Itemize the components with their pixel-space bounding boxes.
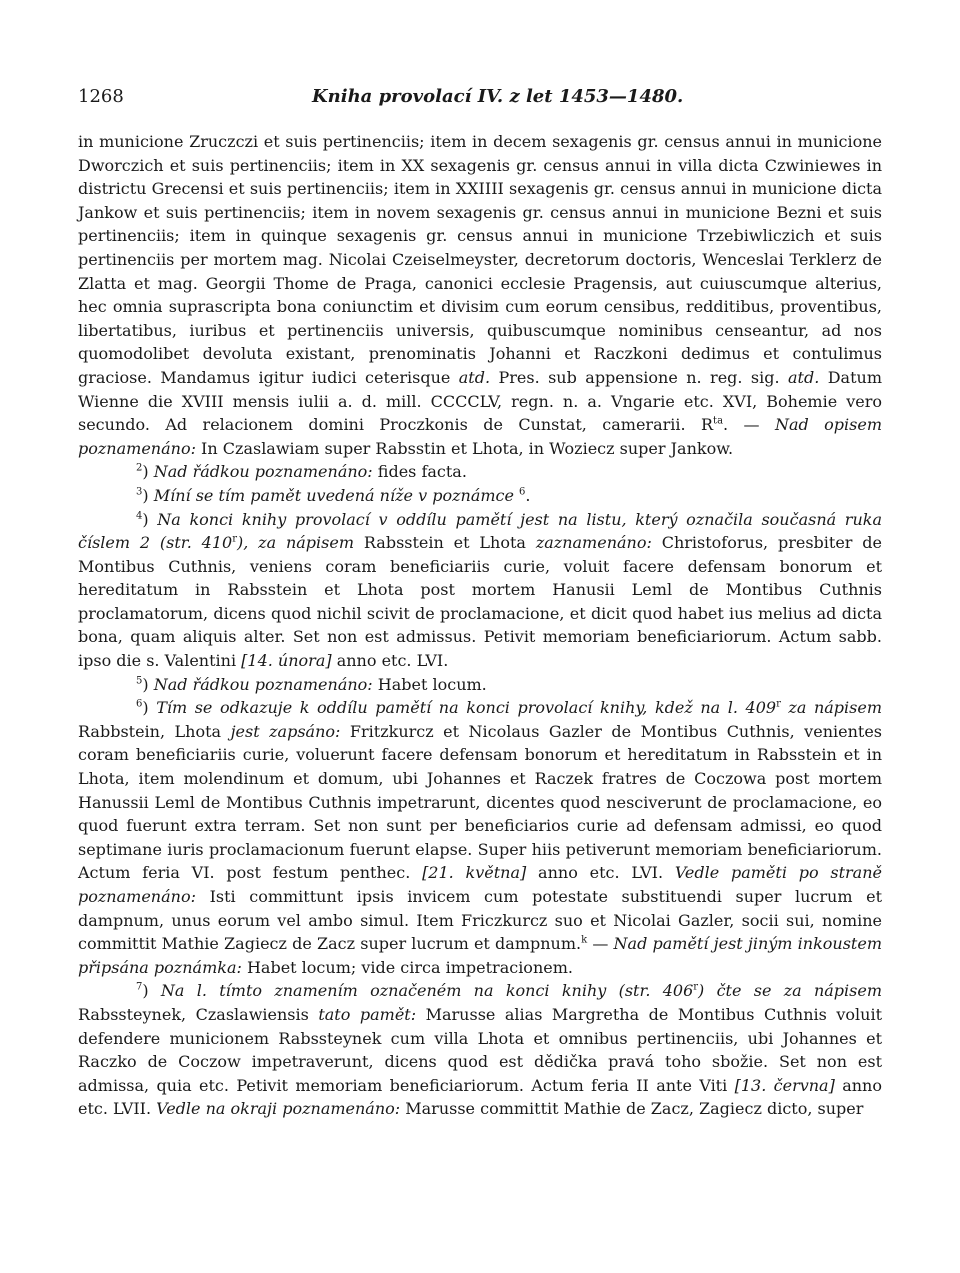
footnote-4-italic-2: zaznamenáno:	[535, 533, 652, 553]
page-header	[78, 86, 882, 116]
footnote-6-italic-4: Vedle paměti po straně poznamenáno:	[78, 863, 882, 906]
page-content	[78, 130, 882, 1121]
main-text-datum: Datum Wienne die XVIII mensis iulii a. d. mill. CCCCLV, regn. n. a. Vngarie etc. XVI, Bohemie vero secundo. Ad relacionem domini Proczkonis de Cunstat, camerarii. R	[78, 367, 882, 435]
footnote-6-italic-2: jest zapsáno:	[230, 721, 341, 741]
footnote-5-text: Habet locum.	[372, 674, 487, 694]
footnote-5-italic: Nad řádkou poznamenáno:	[153, 674, 373, 694]
footnote-6-text-6: Habet locum; vide circa impetracionem.	[241, 957, 573, 977]
footnote-6-text-3: anno etc. LVI.	[526, 863, 675, 883]
footnote-3: $^3$) Míní se tím pamět uvedená níže v poznámce $^6$.	[136, 485, 531, 505]
footnote-3-text: .	[525, 485, 531, 505]
footnote-7-italic-2: tato pamět:	[318, 1004, 417, 1024]
footnote-4-mark: 4	[136, 510, 143, 522]
footnote-6-text-4: Isti committunt ipsis invicem cum potestate substituendi super lucrum et dampnum, unus eorum vel ambo simul. Item Friczkurcz suo et Nicolai Gazler, socii sui, nomine committit Mathie Zagiecz de Zacz super lucrum et dampnum.	[78, 887, 882, 954]
footnote-3-mark: 3	[136, 486, 143, 498]
main-text-paragraph	[78, 130, 882, 460]
footnote-5-mark: 5	[136, 675, 143, 687]
footnote-4-text-3: anno etc. LVI.	[331, 651, 449, 671]
footnote-6: $^6$) Tím se odkazuje k oddílu pamětí na konci provolací knihy, kdež na l. 409$^r$ za nápisem Rabbstein, Lhota jest zapsáno: Fritzkurcz et Nicolaus Gazler de Montibus Cuthnis, venientes coram beneficiariis curie, voluerunt facere defensam bonorum et hereditatum in Rabsstein et in Lhota, item molendinum et domum, ubi Johannes et Raczek fratres de Coczowa post mortem Hanussii Leml de Montibus Cuthnis impetrarunt, dicentes quod nesciverunt de proclamacione, eo quod fuerunt extra terram. Set non sunt per beneficiarios curie ad defensam admissi, eo quod septimane iuris proclamacionum fuerunt elapse. Super hiis petiverunt memoriam beneficiariorum. Actum feria VI. post festum penthec. [21. května] anno etc. LVI. Vedle paměti po straně poznamenáno: Isti committunt ipsis invicem cum potestate substituendi super lucrum et dampnum, unus eorum vel ambo simul. Item Friczkurcz suo et Nicolai Gazler, socii sui, nomine committit Mathie Zagiecz de Zacz super lucrum et dampnum.$^k$ — Nad pamětí jest jiným inkoustem připsána poznámka: Habet locum; vide circa impetracionem.	[78, 698, 882, 977]
footnote-6-mark: 6	[136, 698, 143, 710]
footnote-3-italic: Míní se tím pamět uvedená níže v poznámce	[153, 485, 514, 505]
footnote-2-mark: 2	[136, 462, 143, 474]
footnote-6-italic-3: [21. května]	[422, 863, 527, 883]
footnote-7-italic-3: [13. června]	[734, 1075, 835, 1095]
footnote-4-text-1: Rabsstein et Lhota	[354, 533, 536, 553]
main-text-atd-1: atd.	[458, 367, 491, 387]
main-text-atd-2: atd.	[788, 367, 820, 387]
footnote-7-text-1: Rabssteynek, Czaslawiensis	[78, 1004, 319, 1024]
footnote-7-italic-4: Vedle na okraji poznamenáno:	[156, 1099, 401, 1119]
footnote-4-italic-1: Na konci knihy provolací v oddílu pamětí jest na listu, který označila současná ruka číslem 2 (str. 410	[78, 509, 882, 553]
footnote-4-italic-3: [14. února]	[241, 651, 332, 671]
footnote-7-text-2: Marusse alias Margretha de Montibus Cuthnis voluit defendere municionem Rabssteynek cum villa Lhota et omnibus pertinenciis, ubi Johannes et Raczko de Coczow impetraverunt, dicens quod est dědička pravá toho sbožie. Set non est admissa, quia etc. Petivit memoriam beneficiariorum. Actum feria II ante Viti	[78, 1004, 883, 1095]
footnote-6-italic-1: Tím se odkazuje k oddílu pamětí na konci provolací knihy, kdež na l. 409	[156, 698, 777, 718]
footnote-6-text-1: Rabbstein, Lhota	[78, 721, 231, 741]
footnote-6-sup-k: k	[581, 934, 588, 946]
footnote-7-text-3: anno etc. LVII.	[78, 1075, 882, 1119]
main-text-tail: In Czaslawiam super Rabsstin et Lhota, in Woziecz super Jankow.	[195, 438, 734, 458]
main-text-dash: . —	[723, 415, 775, 435]
main-text-rta-superscript: ta	[713, 415, 724, 427]
footnote-6-sup-r: r	[776, 698, 781, 710]
footnote-7-text-4: Marusse committit Mathie de Zacz, Zagiecz dicto, super	[400, 1099, 864, 1119]
main-text-body: in municione Zruczczi et suis pertinenciis; item in decem sexagenis gr. census annui in municione Dworczich et suis pertinenciis; item in XX sexagenis gr. census annui in villa dicta Czwiniewes in districtu Grecensi et suis pertinenciis; item in XXIIII sexagenis gr. census annui in municione dicta Jankow et suis pertinenciis; item in novem sexagenis gr. census annui in municione Bezni et suis pertinenciis; item in quinque sexagenis gr. census annui in municione Trzebiwliczich et suis pertinenciis per mortem mag. Nicolai Czeiselmeyster, decretorum doctoris, Wenceslai Terklerz de Zlatta et mag. Georgii Thome de Praga, canonici ecclesie Pragensis, aut cuiuscumque alterius, hec omnia suprascripta bona coniunctim et divisim cum eorum censibus, redditibus, proventibus, libertatibus, iuribus et pertinenciis universis, quibuscumque nominibus censeantur, ad nos quomodolibet devoluta existant, prenominatis Johanni et Raczkoni dedimus et contulimus graciose. Mandamus igitur iudici ceterisque	[78, 132, 882, 387]
footnote-6-text-2: Fritzkurcz et Nicolaus Gazler de Montibus Cuthnis, venientes coram beneficiariis curie, voluerunt facere defensam bonorum et hereditatum in Rabsstein et in Lhota, item molendinum et domum, ubi Johannes et Raczek fratres de Coczowa post mortem Hanussii Leml de Montibus Cuthnis impetrarunt, dicentes quod nesciverunt de proclamacione, eo quod fuerunt extra terram. Set non sunt per beneficiarios curie ad defensam admissi, eo quod septimane iuris proclamacionum fuerunt elapse. Super hiis petiverunt memoriam beneficiariorum. Actum feria VI. post festum penthec.	[78, 721, 882, 883]
main-text-pres: Pres. sub appensione n. reg. sig.	[490, 367, 788, 387]
footnote-7-italic-1: Na l. tímto znamením označeném na konci knihy (str. 406	[160, 981, 694, 1001]
footnote-5: $^5$) Nad řádkou poznamenáno: Habet locum.	[136, 674, 487, 694]
footnote-6-text-5: —	[587, 934, 614, 954]
footnote-7-sup-r: r	[693, 982, 699, 994]
footnote-2-italic: Nad řádkou poznamenáno:	[153, 462, 373, 482]
footnote-7: $^7$) Na l. tímto znamením označeném na konci knihy (str. 406$^r$) čte se za nápisem Rabssteynek, Czaslawiensis tato pamět: Marusse alias Margretha de Montibus Cuthnis voluit defendere municionem Rabssteynek cum villa Lhota et omnibus pertinenciis, ubi Johannes et Raczko de Coczow impetraverunt, dicens quod est dědička pravá toho sbožie. Set non est admissa, quia etc. Petivit memoriam beneficiariorum. Actum feria II ante Viti [13. června] anno etc. LVII. Vedle na okraji poznamenáno: Marusse committit Mathie de Zacz, Zagiecz dicto, super	[78, 981, 883, 1119]
footnote-4-text-2: Christoforus, presbiter de Montibus Cuthnis, veniens coram beneficiariis curie, voluit facere defensam bonorum et hereditatum in Rabsstein et Lhota post mortem Hanusii Leml de Montibus Cuthnis proclamatorum, dicens quod nichil scivit de proclamacione, et dicit quod habet ius melius ad dicta bona, quam aliquis alter. Set non est admissus. Petivit memoriam beneficiariorum. Actum sabb. ipso die s. Valentini	[78, 533, 883, 671]
footnote-4-italic-1b: ), za nápisem	[236, 533, 355, 553]
footnote-3-ref: 6	[519, 486, 526, 498]
document-page	[78, 86, 882, 1121]
main-text-nad-opisem: Nad opisem poznamenáno:	[78, 415, 882, 458]
running-title: Kniha provolací IV. z let 1453—1480.	[312, 86, 684, 107]
footnote-7-mark: 7	[136, 982, 143, 994]
footnote-4-sup-r: r	[232, 533, 237, 545]
footnote-4: $^4$) Na konci knihy provolací v oddílu pamětí jest na listu, který označila současná ruka číslem 2 (str. 410$^r$), za nápisem Rabsstein et Lhota zaznamenáno: Christoforus, presbiter de Montibus Cuthnis, veniens coram beneficiariis curie, voluit facere defensam bonorum et hereditatum in Rabsstein et Lhota post mortem Hanusii Leml de Montibus Cuthnis proclamatorum, dicens quod nichil scivit de proclamacione, et dicit quod habet ius melius ad dicta bona, quam aliquis alter. Set non est admissus. Petivit memoriam beneficiariorum. Actum sabb. ipso die s. Valentini [14. února] anno etc. LVI.	[78, 509, 883, 671]
footnote-2: $^2$) Nad řádkou poznamenáno: fides facta.	[136, 462, 467, 482]
footnote-7-italic-1b: ) čte se za nápisem	[698, 981, 883, 1001]
footnote-6-italic-1b: za nápisem	[780, 698, 882, 718]
page-number: 1268	[78, 86, 124, 107]
footnote-2-text: fides facta.	[372, 462, 467, 482]
footnote-6-italic-5: Nad pamětí jest jiným inkoustem připsána poznámka:	[78, 934, 882, 977]
